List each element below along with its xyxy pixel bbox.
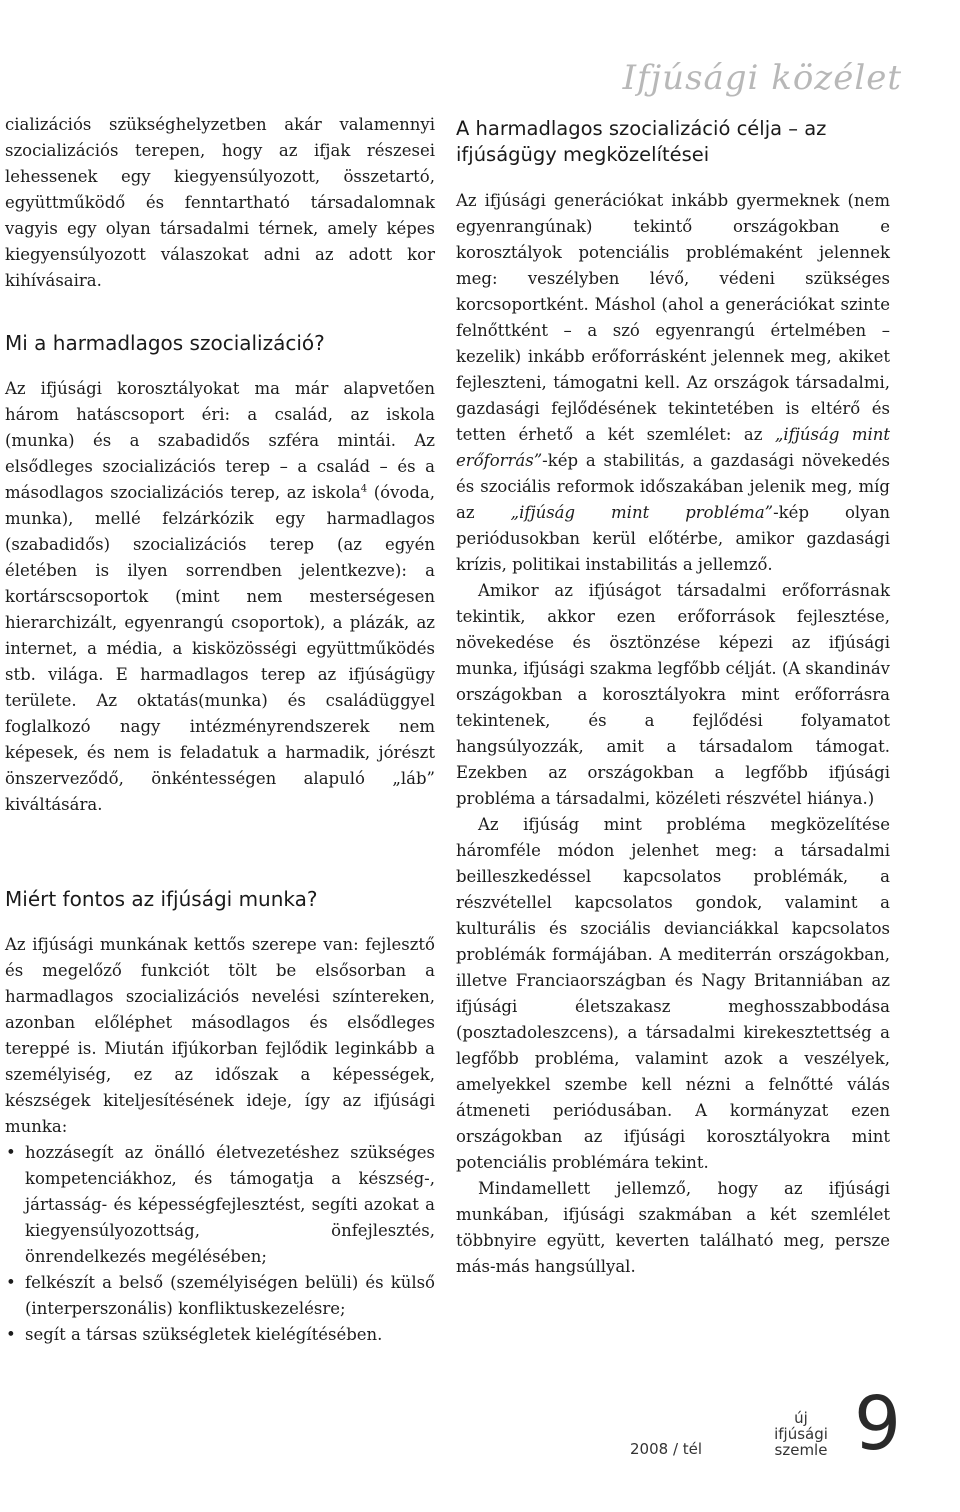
section-header-title: Ifjúsági közélet bbox=[622, 58, 902, 98]
paragraph: Az ifjúság mint probléma megközelítése háromféle módon jelenhet meg: a társadalmi beilleszkedéssel kapcsolatos problémák, a részvétellel kapcsolatos gondok, valamint a kulturális és szociális devianciákkal kapcsolatos problémák formájában. A mediterrán országokban, illetve Franciaországban és Nagy Britanniában az ifjúsági életszakasz meghosszabbodása (posztadoleszcens), a társadalmi kirekesztettség a legfőbb probléma, valamint azok a veszélyek, amelyekkel szembe kell nézni a felnőtté válás átmeneti periódusában. A kormányzat ezen országokban az ifjúsági korosztályokra mint potenciális problémára tekint. bbox=[456, 815, 890, 1172]
issue-date: 2008 / tél bbox=[630, 1440, 703, 1458]
logo-line: szemle bbox=[774, 1441, 828, 1459]
section-heading: A harmadlagos szocializáció célja – az ifjúságügy megközelítései bbox=[456, 117, 827, 166]
paragraph-text: Az ifjúsági generációkat inkább gyermeknek (nem egyenrangúnak) tekintő országokban e korosztályok potenciális problémaként jelennek meg: veszélyben lévő, védeni szükséges korcsoportként. Máshol (ahol a generációkat szinte felnőttként – a szó egyenrangú értelmében – kezelik) inkább erőforrásként jelennek meg, akiket fejleszteni, támogatni kell. Az országok társadalmi, gazdasági fejlődésének tekintetében is eltérő és tetten érhető a két szemlélet: az bbox=[456, 191, 890, 444]
list-item: • hozzásegít az önálló életvezetéshez szükséges kompetenciákhoz, és támogatja a készség-, jártasság- és képességfejlesztést, segíti azokat a kiegyensúlyozottság, önfejlesztés, önrendelkezés megélésében; bbox=[5, 1140, 435, 1270]
right-column bbox=[456, 116, 890, 1280]
paragraph: cializációs szükséghelyzetben akár valamennyi szocializációs terepen, hogy az ifjak részesei lehessenek egy kiegyensúlyozott, összetartó, együttműködő és fenntartható társadalomnak vagyis egy olyan társadalmi térnek, amely képes kiegyensúlyozott válaszokat adni az adott kor kihívásaira. bbox=[5, 115, 435, 290]
left-column bbox=[5, 112, 435, 1348]
list-item: • felkészít a belső (személyiségen belüli) és külső (interperszonális) konfliktuskezelésre; bbox=[5, 1270, 435, 1322]
paragraph-text: -kép a stabilitás, a gazdasági növekedés és szociális reformok időszakában jelenik meg, míg az bbox=[456, 451, 890, 522]
paragraph: Amikor az ifjúságot társadalmi erőforrásnak tekintik, akkor ezen erőforrások fejlesztése, növekedése és ösztönzése képezi az ifjúsági munka, ifjúsági szakma legfőbb célját. (A skandináv országokban a korosztályokra mint erőforrásra tekintenek, és a fejlődési folyamatot hangsúlyozzák, amit a társadalom támogat. Ezekben az országokban a legfőbb ifjúsági probléma a társadalmi, közéleti részvétel hiánya.) bbox=[456, 581, 890, 808]
magazine-logo bbox=[756, 1410, 846, 1458]
paragraph bbox=[5, 376, 435, 818]
logo-line: ifjúsági bbox=[774, 1425, 828, 1443]
paragraph: Az ifjúsági munkának kettős szerepe van: fejlesztő és megelőző funkciót tölt be elsősorban a harmadlagos szocializációs nevelési színtereken, azonban előléphet másodlagos és elsődleges tereppé is. Miután ifjúkorban fejlődik leginkább a személyiség, ez az időszak a képességek, készségek kiteljesítésének ideje, így az ifjúsági munka: bbox=[5, 935, 435, 1136]
paragraph-text: -kép olyan periódusokban kerül előtérbe, amikor gazdasági krízis, politikai instabilitás a jellemző. bbox=[456, 503, 890, 574]
emphasis-text: „ifjúság mint erőforrás” bbox=[456, 425, 890, 470]
page-number: 9 bbox=[854, 1381, 902, 1467]
paragraph bbox=[456, 188, 890, 578]
paragraph-text: (óvoda, munka), mellé felzárkózik egy harmadlagos (szabadidős) szocializációs terep (az egyén életében is ilyen sorrendben jelentkezve): a kortárscsoportok (mint nem mesterségesen hierarchizált, egyenrangú csoportok), a plázák, az internet, a média, a kisközösségi együttműködés stb. világa. E harmadlagos terep az ifjúságügy területe. Az oktatás(munka) és családüggyel foglalkozó nagy intézményrendszerek nem képesek, és nem is feladatuk a harmadik, jórészt önszerveződő, önkéntességen alapuló „láb” kiváltására. bbox=[5, 483, 436, 814]
list-item: • segít a társas szükségletek kielégítésében. bbox=[5, 1322, 435, 1348]
emphasis-text: „ifjúság mint probléma” bbox=[510, 503, 774, 522]
paragraph: Mindamellett jellemző, hogy az ifjúsági munkában, ifjúsági szakmában a két szemlélet többnyire együtt, keverten található meg, persze más-más hangsúllyal. bbox=[456, 1179, 890, 1276]
paragraph-text: Az ifjúsági korosztályokat ma már alapvetően három hatáscsoport éri: a család, az iskola (munka) és a szabadidős szféra mintái. Az elsődleges szocializációs terep – a család – és a másodlagos szocializációs terep, az iskola bbox=[5, 379, 435, 502]
footnote-marker[interactable]: 4 bbox=[360, 483, 368, 495]
bullet-list bbox=[5, 1140, 435, 1348]
section-heading: Mi a harmadlagos szocializáció? bbox=[5, 331, 325, 355]
logo-line: új bbox=[794, 1409, 808, 1427]
section-heading: Miért fontos az ifjúsági munka? bbox=[5, 887, 318, 911]
